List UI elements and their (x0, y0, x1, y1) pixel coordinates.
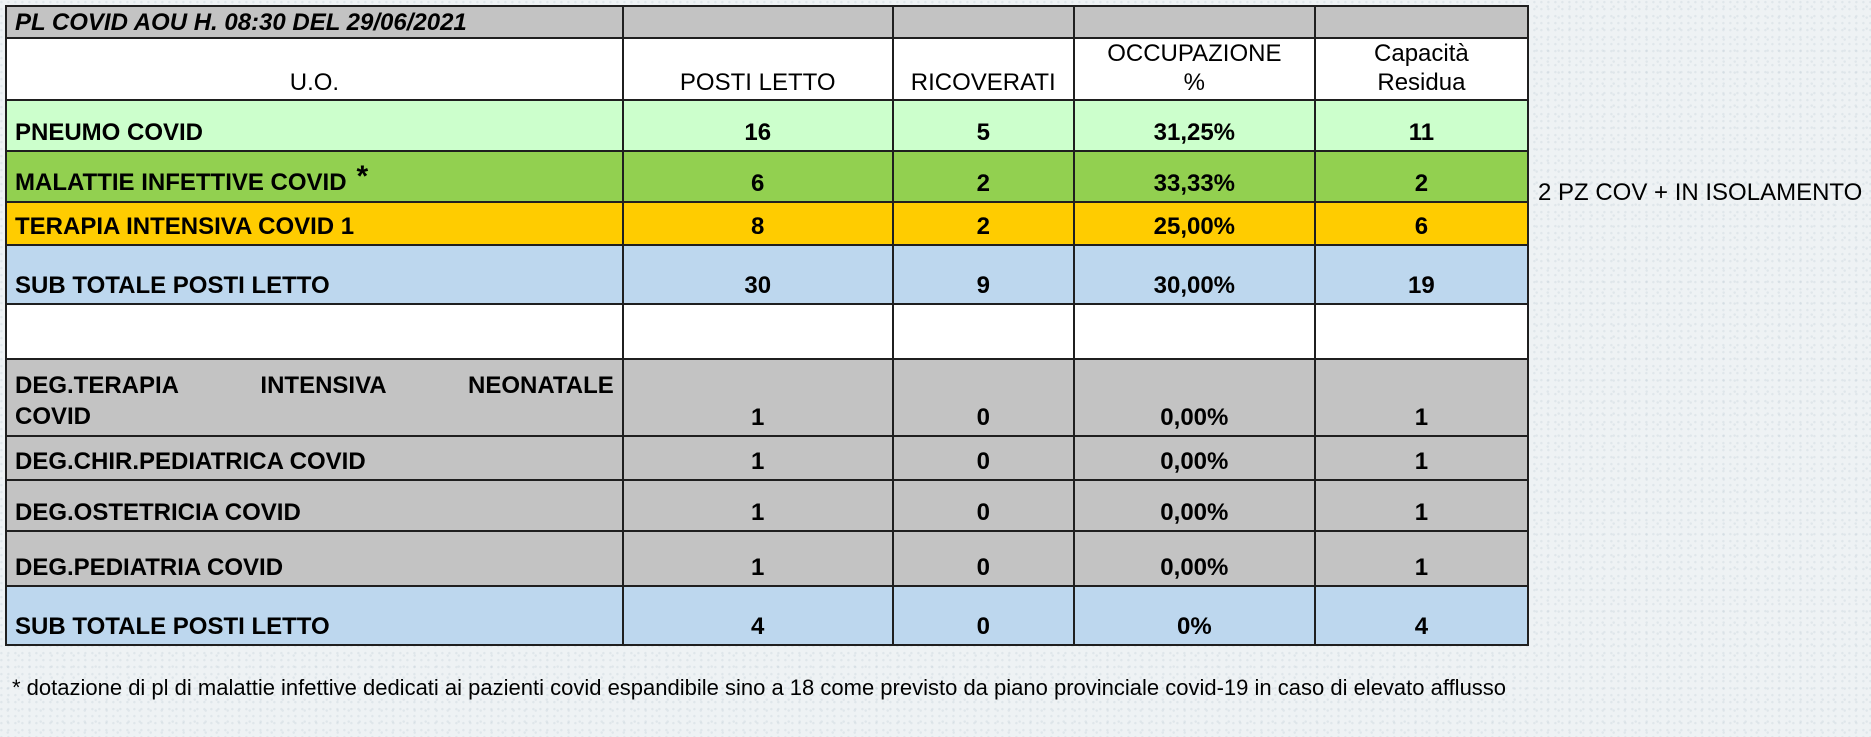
row-label-cell (6, 151, 623, 202)
row-ricoverati: 0 (893, 480, 1074, 531)
table-row-pediatria (6, 531, 1528, 586)
row-posti: 1 (623, 531, 893, 586)
row-posti: 6 (623, 151, 893, 202)
row-posti: 1 (623, 359, 893, 436)
header-occupazione-line2: % (1183, 69, 1205, 96)
row-capacita: 1 (1315, 436, 1528, 480)
subtotal-label: SUB TOTALE POSTI LETTO (6, 245, 623, 304)
report-title: PL COVID AOU H. 08:30 DEL 29/06/2021 (6, 6, 623, 38)
subtotal-ricoverati: 9 (893, 245, 1074, 304)
title-row (6, 6, 1528, 38)
header-posti-letto: POSTI LETTO (623, 38, 893, 100)
row-occupazione: 0,00% (1074, 480, 1315, 531)
row-capacita: 6 (1315, 202, 1528, 245)
header-capacita-line1: Capacità (1374, 40, 1469, 67)
row-occupazione: 31,25% (1074, 100, 1315, 151)
label-word: DEG.TERAPIA (15, 372, 180, 399)
subtotal-capacita: 19 (1315, 245, 1528, 304)
subtotal-capacita: 4 (1315, 586, 1528, 645)
row-posti: 1 (623, 436, 893, 480)
row-label-line1 (15, 370, 614, 401)
table-row-terapia-neonatale (6, 359, 1528, 436)
footnote: * dotazione di pl di malattie infettive dedicati ai pazienti covid espandibile sino a 18 come previsto da piano provinciale covid-19 in caso di elevato afflusso (12, 675, 1507, 700)
subtotal-label: SUB TOTALE POSTI LETTO (6, 586, 623, 645)
row-ricoverati: 0 (893, 436, 1074, 480)
row-occupazione: 0,00% (1074, 436, 1315, 480)
table-row-chir-pediatrica (6, 436, 1528, 480)
row-occupazione: 0,00% (1074, 359, 1315, 436)
row-label: DEG.OSTETRICIA COVID (6, 480, 623, 531)
spacer-row (6, 304, 1528, 359)
row-label: MALATTIE INFETTIVE COVID (15, 169, 347, 196)
header-uo: U.O. (6, 38, 623, 100)
row-posti: 8 (623, 202, 893, 245)
row-label (6, 359, 623, 436)
row-posti: 1 (623, 480, 893, 531)
header-row (6, 38, 1528, 100)
subtotal-occupazione: 0% (1074, 586, 1315, 645)
table-row-subtotal-pediatric (6, 586, 1528, 645)
header-occupazione-line1: OCCUPAZIONE (1107, 40, 1282, 67)
table-row-pneumo (6, 100, 1528, 151)
subtotal-occupazione: 30,00% (1074, 245, 1315, 304)
header-ricoverati: RICOVERATI (893, 38, 1074, 100)
row-ricoverati: 5 (893, 100, 1074, 151)
header-capacita-line2: Residua (1377, 69, 1466, 96)
table-row-subtotal-adult (6, 245, 1528, 304)
row-ricoverati: 2 (893, 202, 1074, 245)
footnote-marker: * (356, 160, 369, 193)
row-capacita: 1 (1315, 359, 1528, 436)
row-capacita: 1 (1315, 480, 1528, 531)
row-label: DEG.CHIR.PEDIATRICA COVID (6, 436, 623, 480)
row-ricoverati: 0 (893, 359, 1074, 436)
label-word: INTENSIVA (260, 372, 387, 399)
table-row-ostetricia (6, 480, 1528, 531)
row-posti: 16 (623, 100, 893, 151)
row-occupazione: 25,00% (1074, 202, 1315, 245)
row-occupazione: 33,33% (1074, 151, 1315, 202)
table-row-terapia-intensiva (6, 202, 1528, 245)
header-occupazione (1074, 38, 1315, 100)
header-capacita (1315, 38, 1528, 100)
side-note: 2 PZ COV + IN ISOLAMENTO (1538, 179, 1863, 206)
label-word: NEONATALE (468, 372, 614, 399)
row-label: TERAPIA INTENSIVA COVID 1 (6, 202, 623, 245)
row-label-line2: COVID (15, 403, 92, 430)
covid-bed-table (5, 5, 1529, 646)
row-capacita: 11 (1315, 100, 1528, 151)
row-ricoverati: 0 (893, 531, 1074, 586)
row-ricoverati: 2 (893, 151, 1074, 202)
subtotal-posti: 4 (623, 586, 893, 645)
subtotal-ricoverati: 0 (893, 586, 1074, 645)
row-capacita: 1 (1315, 531, 1528, 586)
subtotal-posti: 30 (623, 245, 893, 304)
row-occupazione: 0,00% (1074, 531, 1315, 586)
row-label: PNEUMO COVID (6, 100, 623, 151)
table-row-malattie-infettive (6, 151, 1528, 202)
row-label: DEG.PEDIATRIA COVID (6, 531, 623, 586)
row-capacita: 2 (1315, 151, 1528, 202)
